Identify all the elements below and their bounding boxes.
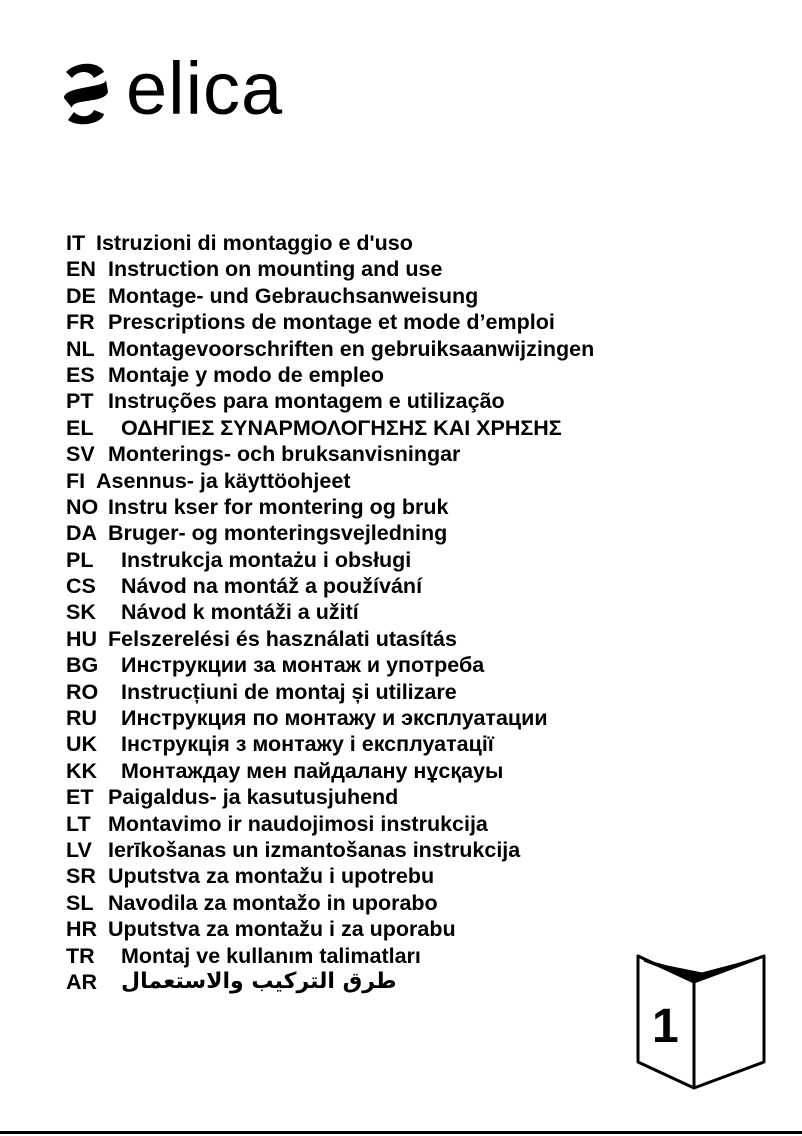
language-item: [66, 890, 594, 916]
language-code: ET: [66, 785, 94, 810]
language-code: TR: [66, 943, 95, 968]
language-code: EN: [66, 257, 96, 282]
language-item: [66, 256, 594, 282]
language-code: SK: [66, 600, 96, 625]
language-code: KK: [66, 758, 98, 783]
language-item: [66, 336, 594, 362]
language-code: SV: [66, 442, 95, 467]
language-code: LT: [66, 811, 91, 836]
language-code: FI: [66, 468, 86, 493]
language-title: طرق التركيب والاستعمال: [121, 968, 397, 994]
language-code: RU: [66, 706, 98, 731]
language-title: Montaje y modo de empleo: [108, 362, 384, 387]
language-item: [66, 811, 594, 837]
language-item: [66, 731, 594, 757]
language-title: Instrukcja montażu i obsługi: [121, 547, 412, 572]
language-title: Bruger- og monteringsvejledning: [108, 521, 448, 546]
language-title: Instruções para montagem e utilização: [108, 389, 505, 414]
brand-name: elica: [126, 47, 284, 130]
language-item: [66, 837, 594, 863]
language-item: [66, 969, 594, 995]
language-item: [66, 547, 594, 573]
language-title: Instrucțiuni de montaj și utilizare: [121, 679, 457, 704]
language-title: Instru kser for montering og bruk: [108, 494, 449, 519]
language-code: FR: [66, 310, 95, 335]
language-code: HU: [66, 626, 98, 651]
language-title: Uputstva za montažu i upotrebu: [108, 864, 435, 889]
language-title: Montavimo ir naudojimosi instrukcija: [108, 811, 488, 836]
language-code: LV: [66, 837, 92, 862]
language-code: EL: [66, 415, 94, 440]
language-item: [66, 494, 594, 520]
language-title: Монтаждау мен пайдалану нұсқауы: [121, 758, 504, 783]
language-item: [66, 362, 594, 388]
language-title: Istruzioni di montaggio e d'uso: [96, 231, 413, 255]
language-title: Asennus- ja käyttöohjeet: [96, 468, 351, 493]
language-item: [66, 309, 594, 335]
language-code: DA: [66, 521, 98, 546]
language-item: [66, 573, 594, 599]
language-title: Инструкция по монтажу и эксплуатации: [121, 706, 548, 731]
language-item: [66, 520, 594, 546]
language-title: Instruction on mounting and use: [108, 257, 443, 282]
language-code: NL: [66, 336, 95, 361]
language-code: RO: [66, 679, 99, 704]
language-title: Uputstva za montažu i za uporabu: [108, 917, 456, 942]
language-item: [66, 626, 594, 652]
language-title: Montaj ve kullanım talimatları: [121, 943, 421, 968]
language-code: NO: [66, 494, 99, 519]
language-title: Інструкція з монтажу і експлуатації: [121, 732, 494, 757]
language-item: [66, 943, 594, 969]
language-list: [66, 230, 594, 995]
language-title: Ierīkošanas un izmantošanas instrukcija: [108, 837, 521, 862]
elica-swirl-icon: [58, 58, 114, 130]
language-title: Montagevoorschriften en gebruiksaanwijzingen: [108, 336, 595, 361]
language-item: [66, 679, 594, 705]
language-code: IT: [66, 231, 86, 255]
language-item: [66, 916, 594, 942]
language-title: Návod na montáž a používání: [121, 574, 423, 599]
language-title: Návod k montáži a užití: [121, 600, 359, 625]
language-item: [66, 441, 594, 467]
language-item: [66, 415, 594, 441]
brand-logo: [58, 47, 318, 130]
language-item: [66, 468, 594, 494]
language-code: PT: [66, 389, 94, 414]
language-item: [66, 652, 594, 678]
language-code: AR: [66, 969, 98, 994]
language-code: SL: [66, 890, 94, 915]
language-item: [66, 758, 594, 784]
language-title: ΟΔΗΓΙΕΣ ΣΥΝΑΡΜΟΛΟΓΗΣΗΣ ΚΑΙ ΧΡΗΣΗΣ: [121, 415, 562, 440]
language-item: [66, 388, 594, 414]
language-title: Prescriptions de montage et mode d’emploi: [108, 310, 555, 335]
language-item: [66, 599, 594, 625]
language-title: Montage- und Gebrauchsanweisung: [108, 283, 479, 308]
language-code: ES: [66, 362, 95, 387]
language-code: UK: [66, 732, 98, 757]
language-code: DE: [66, 283, 96, 308]
book-number: 1: [652, 1000, 679, 1053]
language-title: Navodila za montažo in uporabo: [108, 890, 438, 915]
language-code: BG: [66, 653, 99, 678]
language-item: [66, 283, 594, 309]
language-item: [66, 784, 594, 810]
language-item: [66, 230, 594, 256]
bottom-rule: [0, 1131, 802, 1134]
language-title: Paigaldus- ja kasutusjuhend: [108, 785, 399, 810]
language-code: HR: [66, 917, 98, 942]
language-title: Felszerelési és használati utasítás: [108, 626, 457, 651]
language-item: [66, 863, 594, 889]
language-title: Monterings- och bruksanvisningar: [108, 442, 461, 467]
language-code: PL: [66, 547, 94, 572]
language-item: [66, 705, 594, 731]
language-code: CS: [66, 574, 96, 599]
book-icon: [634, 950, 770, 1092]
language-code: SR: [66, 864, 96, 889]
language-title: Инструкции за монтаж и употреба: [121, 653, 485, 678]
